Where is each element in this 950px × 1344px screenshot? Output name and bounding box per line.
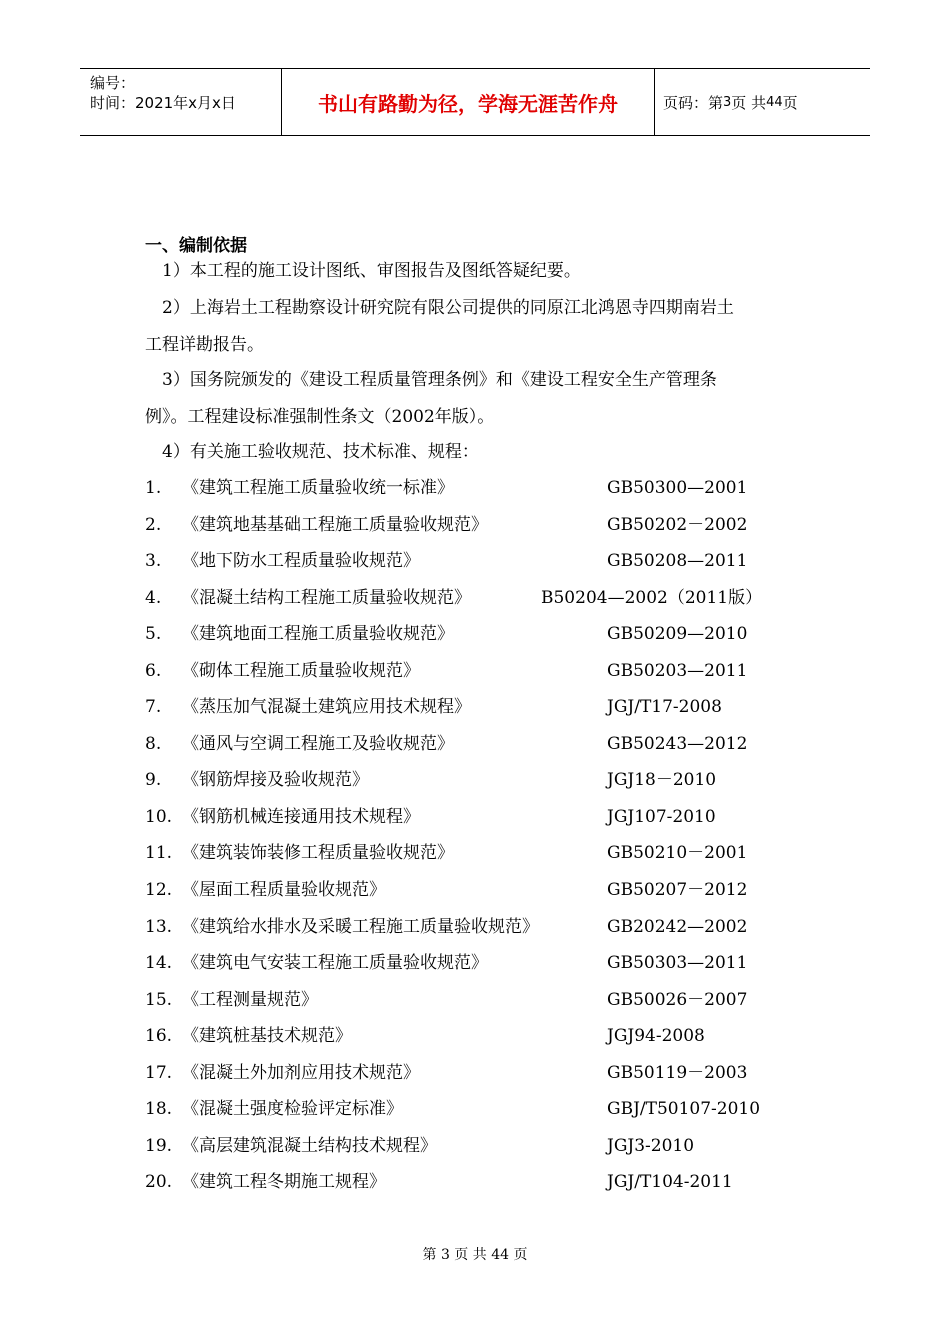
standard-code: JGJ/T17-2008 (607, 697, 722, 718)
basis-item (145, 362, 815, 436)
standard-number: 18. (145, 1099, 173, 1120)
standard-code: GB50300—2001 (607, 478, 748, 498)
standard-number: 9. (145, 770, 162, 791)
standard-code: GB50210－2001 (607, 843, 748, 864)
standard-code: GB50119－2003 (607, 1062, 748, 1083)
standard-row (145, 909, 805, 946)
standard-name: 《建筑桩基技术规范》 (182, 1026, 352, 1047)
standard-name: 《混凝土结构工程施工质量验收规范》 (182, 587, 471, 608)
header-page-info (663, 69, 798, 136)
standard-row (145, 1055, 805, 1092)
standard-number: 2. (145, 514, 162, 535)
page-footer: 第 3 页 共 44 页 (422, 1247, 528, 1263)
standard-name: 《砌体工程施工质量验收规范》 (182, 660, 420, 681)
basis-line: 1）本工程的施工设计图纸、审图报告及图纸答疑纪要。 (162, 261, 581, 281)
standard-code: JGJ107-2010 (607, 806, 716, 827)
standard-code: GB50243—2012 (607, 733, 748, 754)
standard-number: 11. (145, 843, 173, 864)
standard-name: 《建筑电气安装工程施工质量验收规范》 (182, 953, 488, 974)
standard-name: 《建筑地基基础工程施工质量验收规范》 (182, 514, 488, 535)
page-current: 3 (723, 95, 732, 110)
standard-number: 3. (145, 551, 162, 572)
standard-number: 13. (145, 916, 173, 937)
standard-number: 4. (145, 587, 162, 608)
basis-item (145, 253, 815, 290)
standard-name: 《高层建筑混凝土结构技术规程》 (182, 1135, 437, 1156)
standard-row (145, 726, 805, 763)
doc-code-label: 编号： (90, 74, 136, 92)
standard-code: GB50303—2011 (607, 953, 748, 974)
standard-row (145, 1128, 805, 1165)
basis-line: 工程详勘报告。 (145, 335, 264, 355)
standard-number: 15. (145, 989, 173, 1010)
standard-row (145, 580, 805, 617)
standard-name: 《蒸压加气混凝土建筑应用技术规程》 (182, 697, 471, 718)
standard-name: 《混凝土外加剂应用技术规范》 (182, 1062, 420, 1083)
standard-row (145, 762, 805, 799)
standard-number: 12. (145, 880, 173, 901)
standard-code: JGJ18－2010 (607, 770, 717, 791)
standard-code: JGJ3-2010 (607, 1135, 695, 1156)
standard-name: 《地下防水工程质量验收规范》 (182, 551, 420, 572)
standard-number: 10. (145, 806, 173, 827)
section-title: 一、编制依据 (145, 236, 247, 256)
standard-code: GB50207－2012 (607, 880, 748, 901)
standard-number: 20. (145, 1172, 173, 1193)
standard-code: GB20242—2002 (607, 916, 748, 937)
standard-row (145, 507, 805, 544)
standard-row (145, 799, 805, 836)
standard-name: 《建筑地面工程施工质量验收规范》 (182, 624, 454, 645)
basis-line: 4）有关施工验收规范、技术标准、规程： (162, 442, 479, 462)
page-suffix: 页 (782, 94, 798, 112)
standard-row (145, 470, 805, 507)
standard-number: 5. (145, 624, 162, 645)
page-prefix: 页码：第 (663, 94, 724, 112)
standard-row (145, 543, 805, 580)
standard-name: 《建筑装饰装修工程质量验收规范》 (182, 843, 454, 864)
header-motto: 书山有路勤为径，学海无涯苦作舟 (318, 92, 618, 116)
standard-name: 《钢筋机械连接通用技术规程》 (182, 806, 420, 827)
page-header (80, 68, 870, 136)
standard-name: 《建筑工程施工质量验收统一标准》 (182, 478, 454, 498)
standard-number: 7. (145, 697, 162, 718)
header-divider (654, 69, 655, 136)
standard-code: JGJ94-2008 (607, 1026, 705, 1047)
standard-code: GB50208—2011 (607, 551, 748, 572)
standard-code: GB50026－2007 (607, 989, 748, 1010)
basis-line: 例》。工程建设标准强制性条文（2002年版）。 (145, 407, 495, 427)
standards-list (145, 470, 805, 1201)
standard-code: GBJ/T50107-2010 (607, 1099, 761, 1120)
standard-row (145, 1091, 805, 1128)
standard-number: 6. (145, 660, 162, 681)
doc-time-label: 时间：2021年x月x日 (90, 94, 236, 112)
page-total: 44 (766, 95, 783, 110)
standard-row (145, 1164, 805, 1201)
standard-name: 《通风与空调工程施工及验收规范》 (182, 733, 454, 754)
standard-row (145, 945, 805, 982)
standard-name: 《钢筋焊接及验收规范》 (182, 770, 369, 791)
standard-number: 16. (145, 1026, 173, 1047)
header-meta (90, 73, 236, 113)
standard-row (145, 653, 805, 690)
basis-item (145, 290, 815, 364)
standard-code: JGJ/T104-2011 (607, 1172, 733, 1193)
standard-number: 17. (145, 1062, 173, 1083)
standard-row (145, 982, 805, 1019)
standard-name: 《工程测量规范》 (182, 989, 318, 1010)
basis-line: 2）上海岩土工程勘察设计研究院有限公司提供的同原江北鸿恩寺四期南岩土 (162, 298, 734, 318)
standard-name: 《混凝土强度检验评定标准》 (182, 1099, 403, 1120)
standard-number: 1. (145, 478, 162, 498)
standard-name: 《建筑工程冬期施工规程》 (182, 1172, 386, 1193)
standard-row (145, 689, 805, 726)
page-mid: 页 共 (731, 94, 767, 112)
standard-number: 19. (145, 1135, 173, 1156)
basis-item (145, 434, 815, 471)
standard-code: GB50202－2002 (607, 514, 748, 535)
standard-name: 《建筑给水排水及采暖工程施工质量验收规范》 (182, 916, 539, 937)
standard-row (145, 1018, 805, 1055)
standard-code: GB50203—2011 (607, 660, 748, 681)
standard-name: 《屋面工程质量验收规范》 (182, 880, 386, 901)
standard-code: GB50209—2010 (607, 624, 748, 645)
standard-row (145, 616, 805, 653)
basis-line: 3）国务院颁发的《建设工程质量管理条例》和《建设工程安全生产管理条 (162, 370, 717, 390)
standard-code: B50204—2002（2011版） (541, 587, 763, 608)
standard-row (145, 835, 805, 872)
standard-number: 8. (145, 733, 162, 754)
standard-number: 14. (145, 953, 173, 974)
standard-row (145, 872, 805, 909)
